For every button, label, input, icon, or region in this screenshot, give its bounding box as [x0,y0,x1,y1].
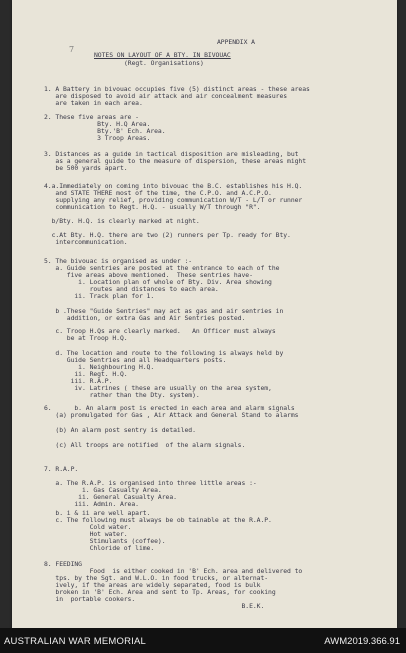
document-line: (c) All troops are notified of the alarm signals. [44,441,246,449]
document-line: Chloride of lime. [44,544,155,552]
document-subtitle: (Regt. Organisations) [124,59,204,67]
document-line: ii. Track plan for 1. [44,292,155,300]
document-line: five areas above mentioned. These sentries have- [44,271,253,279]
document-line: broken in 'B' Ech. Area and sent to Tp. Areas, for cooking [44,588,276,596]
document-line: intercommunication. [44,238,128,246]
document-line: iv. Latrines ( these are usually on the area system, [44,384,272,392]
document-line: in portable cookers. [44,595,136,603]
document-line: rather than the Dty. system). [44,391,200,399]
document-line: 5. The bivouac is organised as under :- [44,257,193,265]
document-line: are taken in each area. [44,99,143,107]
document-line: tps. by the Sgt. and W.L.O. in food trucks, or alternat- [44,574,269,582]
document-line: d. The location and route to the following is always held by [44,349,284,357]
document-line: c.At Bty. H.Q. there are two (2) runners per Tp. ready for Bty. [44,231,291,239]
document-line: i. Neighbouring H.Q. [44,363,155,371]
document-line: are disposed to avoid air attack and air concealment measures [44,92,288,100]
document-line: Stimulants (coffee). [44,537,166,545]
document-line: i. Gas Casualty Area. [44,486,162,494]
document-line: ii. Regt. H.Q. [44,370,128,378]
document-line: and STATE THERE most of the time, the C.P.O. and A.C.P.O. [44,189,272,197]
document-line: communication to Regt. H.Q. - usually W/T through "R". [44,203,261,211]
footer-bar [0,628,406,653]
document-line: ively, if the areas are widely separated, food is bulk [44,581,261,589]
document-line: supplying any relief, providing communication W/T - L/T or runner [44,196,303,204]
document-line: as a general guide to the measure of dispersion, these areas might [44,157,307,165]
document-line: be at Troop H.Q. [44,334,128,342]
document-line: a. The R.A.P. is organised into three little areas :- [44,479,257,487]
document-line: c. Troop H.Qs are clearly marked. An Officer must always [44,327,276,335]
document-line: iii. Admin. Area. [44,500,139,508]
document-line: addition, or extra Gas and Air Sentries posted. [44,314,246,322]
document-line: Food is either cooked in 'B' Ech. area and delivered to [44,567,303,575]
document-line: Hot water. [44,530,128,538]
document-line: (a) promulgated for Gas , Air Attack and General Stand to alarms [44,411,299,419]
source-credit: AUSTRALIAN WAR MEMORIAL [4,636,147,647]
document-line: Cold water. [44,523,132,531]
document-line: b .These "Guide Sentries" may act as gas and air sentries in [44,307,284,315]
document-line: ii. General Casualty Area. [44,493,177,501]
document-line: routes and distances to each area. [44,285,219,293]
document-line: 4.a.Immediately on coming into bivouac the B.C. establishes his H.Q. [44,182,303,190]
document-title: NOTES ON LAYOUT OF A BTY. IN BIVOUAC [94,51,231,59]
document-line: c. The following must always be ob tainable at the R.A.P. [44,516,272,524]
document-line: 2. These five areas are - [44,113,139,121]
document-line: a. Guide sentries are posted at the entrance to each of the [44,264,280,272]
document-line: 7. R.A.P. [44,465,79,473]
document-line: Bty.'B' Ech. Area. [44,127,166,135]
page-mark: 7 [69,45,75,54]
document-line: Bty. H.Q Area. [44,120,151,128]
document-line: (b) An alarm post sentry is detailed. [44,426,196,434]
document-line: 6. b. An alarm post is erected in each area and alarm signals [44,404,295,412]
document-line: 1. A Battery in bivouac occupies five (5) distinct areas - these areas [44,85,310,93]
document-line: 3 Troop Areas. [44,134,151,142]
document-line: 8. FEEDING [44,560,82,568]
document-line: B.E.K. [44,602,265,610]
document-line: Guide Sentries and all Headquarters posts. [44,356,227,364]
document-line: b/Bty. H.Q. is clearly marked at night. [44,217,200,225]
accession-number: AWM2019.366.91 [324,636,400,647]
document-page [12,0,397,628]
document-line: i. Location plan of whole of Bty. Div. Area showing [44,278,272,286]
document-line: be 500 yards apart. [44,164,128,172]
appendix-label: APPENDIX A [217,38,255,46]
document-line: 3. Distances as a guide in tactical disposition are misleading, but [44,150,299,158]
document-line: b. i & ii are well apart. [44,509,151,517]
document-line: iii. R.A.P. [44,377,113,385]
